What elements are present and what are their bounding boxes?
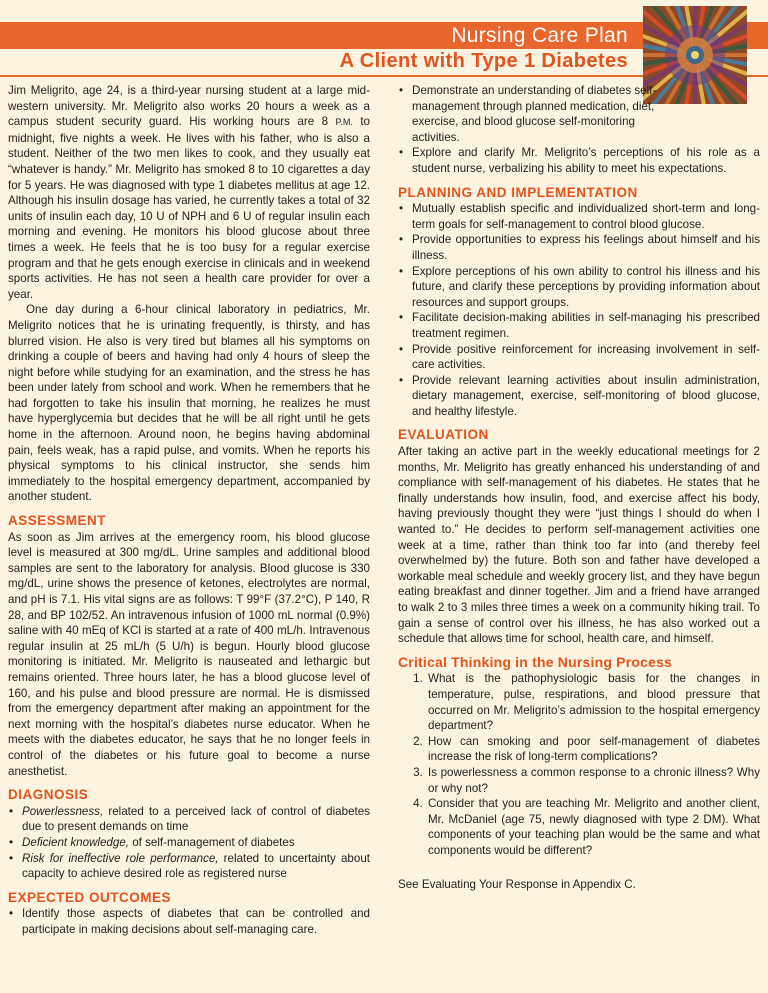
outcome-item: • Demonstrate an understanding of diabetes self-management through planned medication, diet, exercise, and blood glucose self-monitoring activities.	[398, 83, 760, 145]
planning-item: • Provide positive reinforcement for increasing involvement in self-care activities.	[398, 342, 760, 373]
outcome-item: • Explore and clarify Mr. Meligrito’s perceptions of his role as a student nurse, verbalizing his ability to meet his expectations.	[398, 145, 760, 176]
diagnosis-text: related to uncertainty about capacity to achieve desired role as registered nurse	[22, 851, 370, 881]
planning-item: • Facilitate decision-making abilities in self-managing his prescribed treatment regimen.	[398, 310, 760, 341]
planning-item: • Explore perceptions of his own ability to control his illness and his future, and clarify these perceptions by providing information about resources and support groups.	[398, 264, 760, 311]
expected-outcomes-heading: EXPECTED OUTCOMES	[8, 889, 172, 905]
planning-heading: PLANNING AND IMPLEMENTATION	[398, 184, 638, 200]
appendix-reference: See Evaluating Your Response in Appendix C.	[398, 877, 636, 891]
question-item: 2. How can smoking and poor self-management of diabetes increase the risk of long-term complications?	[426, 734, 760, 765]
critical-thinking-questions	[398, 671, 760, 858]
diagnosis-item	[8, 835, 370, 851]
diagnosis-label: Powerlessness,	[22, 804, 104, 818]
evaluation-text: After taking an active part in the weekly educational meetings for 2 months, Mr. Meligrito has greatly enhanced his understanding of and compliance with self-management of his diabetes. He states that he finally understands how insulin, food, and exercise affect his body, having previously thought they were “just things I should do when I wanted to.” He decides to perform self-management activities one week at a time, rather than think too far into (and thereby feel overwhelmed by) the future. Both son and father have developed a workable meal schedule and weekly grocery list, and they have begun eating breakfast and dinner together. Jim and a friend have arranged to walk 2 to 3 miles three times a week on a community hiking trail. To gain a sense of control over his illness, he has also worked out a schedule that allows time for school, health care, and himself.	[398, 445, 760, 646]
diagnosis-list	[8, 804, 370, 882]
planning-list	[398, 201, 760, 419]
assessment-text: As soon as Jim arrives at the emergency room, his blood glucose level is measured at 300 mg/dL. Urine samples and additional blood samples are sent to the laboratory for analysis. Blood glucose is 330 mg/dL, urine shows the presence of ketones, electrolytes are normal, and pH is 7.1. His vital signs are as follows: T 99°F (37.2°C), P 140, R 28, and BP 102/52. An intravenous infusion of 1000 mL normal (0.9%) saline with 40 mEq of KCl is started at a rate of 400 mL/h. Intravenous regular insulin at 25 mL/h (5 U/h) is begun. Hourly blood glucose monitoring is initiated. Mr. Meligrito is nauseated and lethargic but remains oriented. Three hours later, he has a blood glucose level of 160, and his pulse and blood pressure are normal. He is dismissed from the emergency department after making an appointment for the next morning with the hospital’s diabetes nurse educator. When he meets with the diabetes educator, he says that he no longer feels in control of the diabetes or his future goal to become a nurse anesthetist.	[8, 530, 370, 778]
intro-paragraph-2: One day during a 6-hour clinical laboratory in pediatrics, Mr. Meligrito notices that he is urinating frequently, is thirsty, and has blurred vision. He also is very tired but blames all his symptoms on drinking a couple of beers and having had only 4 hours of sleep the night before while studying for an examination, and the stress he has been under lately from school and work. When he remembers that he had forgotten to take his insulin that morning, he realizes he must have hyperglycemia but decides that he will be all right until he gets home in the afternoon. Around noon, he begins having abdominal pain, feels weak, has a rapid pulse, and vomits. When he reports his physical symptoms to his clinical instructor, she sends him immediately to the hospital emergency department, accompanied by another student.	[8, 303, 370, 504]
planning-item: • Provide relevant learning activities about insulin administration, dietary management, exercise, self-monitoring of blood glucose, and healthy lifestyle.	[398, 373, 760, 420]
expected-outcomes-list-continued	[398, 83, 760, 177]
question-item: 3. Is powerlessness a common response to a chronic illness? Why or why not?	[426, 765, 760, 796]
diagnosis-item	[8, 851, 370, 882]
intro-text-a: Jim Meligrito, age 24, is a third-year nursing student at a large mid-western university. Mr. Meligrito also works 20 hours a week as a campus student security guard. His working hours are 8	[8, 84, 370, 129]
right-column	[398, 83, 760, 892]
critical-thinking-heading: Critical Thinking in the Nursing Process	[398, 653, 673, 670]
evaluation-heading: EVALUATION	[398, 427, 489, 443]
intro-pm: P.M.	[335, 117, 353, 128]
diagnosis-heading: DIAGNOSIS	[8, 787, 89, 803]
diagnosis-text: of self-management of diabetes	[128, 835, 295, 849]
diagnosis-label: Risk for ineffective role performance,	[22, 851, 219, 865]
outcome-item: • Identify those aspects of diabetes that can be controlled and participate in making decisions about self-managing care.	[8, 906, 370, 937]
assessment-heading: ASSESSMENT	[8, 513, 107, 529]
diagnosis-text: related to a perceived lack of control of diabetes due to present demands on time	[22, 804, 370, 834]
page-subtitle: A Client with Type 1 Diabetes	[339, 50, 628, 72]
planning-item: • Mutually establish specific and individualized short-term and long-term goals for self-management to control blood glucose.	[398, 201, 760, 232]
intro-text-b: to midnight, five nights a week. He lives with his father, who is also a student. Neither of the two men likes to cook, and they usually eat “whatever is handy.” Mr. Meligrito has smoked 8 to 10 cigarettes a day for 5 years. He was diagnosed with type 1 diabetes mellitus at age 12. Although his insulin dosage has varied, he currently takes a total of 32 units of insulin each day, 10 U of NPH and 6 U of regular insulin each morning and evening. He monitors his blood glucose about three times a week. He feels that he is too busy for a regular exercise program and that he gets enough exercise in clinicals and in weekend sports activities. He has not seen a health care provider for over a year.	[8, 115, 370, 301]
diagnosis-label: Deficient knowledge,	[22, 835, 129, 849]
intro-paragraph-1	[8, 83, 370, 302]
question-item: 4. Consider that you are teaching Mr. Meligrito and another client, Mr. McDaniel (age 75, newly diagnosed with type 2 DM). What components of your teaching plan would be the same and what components would be different?	[426, 796, 760, 858]
expected-outcomes-list	[8, 906, 370, 937]
planning-item: • Provide opportunities to express his feelings about himself and his illness.	[398, 232, 760, 263]
left-column	[8, 83, 370, 937]
question-item: 1. What is the pathophysiologic basis for the changes in temperature, pulse, respirations, and blood pressure that occurred on Mr. Meligrito’s admission to the hospital emergency department?	[426, 671, 760, 733]
diagnosis-item	[8, 804, 370, 835]
page-title: Nursing Care Plan	[451, 24, 628, 47]
